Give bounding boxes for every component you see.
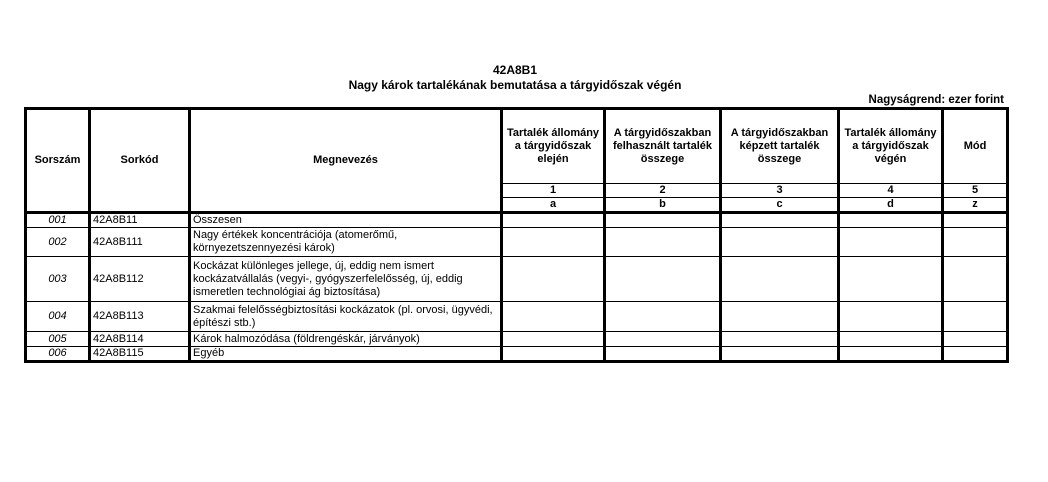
cell-col-z[interactable] — [943, 257, 1008, 302]
cell-col-z[interactable] — [943, 332, 1008, 347]
cell-col-z[interactable] — [943, 302, 1008, 332]
row-name: Egyéb — [190, 347, 502, 362]
cell-col-c[interactable] — [721, 302, 839, 332]
row-index: 006 — [26, 347, 90, 362]
row-index: 001 — [26, 213, 90, 228]
cell-col-a[interactable] — [502, 213, 605, 228]
cell-col-c[interactable] — [721, 213, 839, 228]
row-code: 42A8B11 — [90, 213, 190, 228]
cell-col-a[interactable] — [502, 347, 605, 362]
table-row — [26, 228, 1008, 257]
header-col-5: Mód — [943, 109, 1008, 184]
cell-col-b[interactable] — [605, 257, 721, 302]
row-index: 005 — [26, 332, 90, 347]
row-index: 003 — [26, 257, 90, 302]
row-name: Szakmai felelősségbiztosítási kockázatok (pl. orvosi, ügyvédi, építészi stb.) — [190, 302, 502, 332]
cell-col-b[interactable] — [605, 228, 721, 257]
row-name: Összesen — [190, 213, 502, 228]
cell-col-b[interactable] — [605, 347, 721, 362]
header-sorkod: Sorkód — [90, 109, 190, 213]
header-col-3: A tárgyidőszakban képzett tartalék összege — [721, 109, 839, 184]
row-code: 42A8B112 — [90, 257, 190, 302]
cell-col-z[interactable] — [943, 213, 1008, 228]
header-megnevezes: Megnevezés — [190, 109, 502, 213]
header-sorszam: Sorszám — [26, 109, 90, 213]
row-code: 42A8B113 — [90, 302, 190, 332]
cell-col-a[interactable] — [502, 257, 605, 302]
row-code: 42A8B115 — [90, 347, 190, 362]
cell-col-c[interactable] — [721, 257, 839, 302]
col-number-4: 4 — [839, 184, 943, 198]
col-number-1: 1 — [502, 184, 605, 198]
cell-col-c[interactable] — [721, 228, 839, 257]
header-col-2: A tárgyidőszakban felhasznált tartalék összege — [605, 109, 721, 184]
header-col-4: Tartalék állomány a tárgyidőszak végén — [839, 109, 943, 184]
cell-col-b[interactable] — [605, 302, 721, 332]
col-number-2: 2 — [605, 184, 721, 198]
cell-col-z[interactable] — [943, 347, 1008, 362]
row-name: Nagy értékek koncentrációja (atomerőmű, környezetszennyezési károk) — [190, 228, 502, 257]
table-row — [26, 213, 1008, 228]
cell-col-a[interactable] — [502, 332, 605, 347]
cell-col-d[interactable] — [839, 347, 943, 362]
unit-note: Nagyságrend: ezer forint — [868, 94, 1004, 106]
row-code: 42A8B111 — [90, 228, 190, 257]
col-number-5: 5 — [943, 184, 1008, 198]
cell-col-d[interactable] — [839, 257, 943, 302]
cell-col-b[interactable] — [605, 213, 721, 228]
col-letter-2: b — [605, 198, 721, 213]
cell-col-c[interactable] — [721, 332, 839, 347]
cell-col-z[interactable] — [943, 228, 1008, 257]
header-col-1: Tartalék állomány a tárgyidőszak elején — [502, 109, 605, 184]
cell-col-a[interactable] — [502, 302, 605, 332]
cell-col-d[interactable] — [839, 332, 943, 347]
cell-col-d[interactable] — [839, 213, 943, 228]
col-letter-4: d — [839, 198, 943, 213]
table-row — [26, 302, 1008, 332]
row-index: 004 — [26, 302, 90, 332]
cell-col-d[interactable] — [839, 302, 943, 332]
report-table — [24, 107, 1009, 363]
row-name: Kockázat különleges jellege, új, eddig nem ismert kockázatvállalás (vegyi-, gyógyszerfelelősség, új, eddig ismeretlen technológiai ág biztosítása) — [190, 257, 502, 302]
row-index: 002 — [26, 228, 90, 257]
cell-col-b[interactable] — [605, 332, 721, 347]
row-name: Károk halmozódása (földrengéskár, járványok) — [190, 332, 502, 347]
row-code: 42A8B114 — [90, 332, 190, 347]
table-code: 42A8B1 — [492, 63, 538, 77]
table-row — [26, 257, 1008, 302]
col-letter-1: a — [502, 198, 605, 213]
col-letter-3: c — [721, 198, 839, 213]
cell-col-d[interactable] — [839, 228, 943, 257]
col-letter-5: z — [943, 198, 1008, 213]
cell-col-a[interactable] — [502, 228, 605, 257]
col-number-3: 3 — [721, 184, 839, 198]
cell-col-c[interactable] — [721, 347, 839, 362]
table-row — [26, 332, 1008, 347]
page-title: Nagy károk tartalékának bemutatása a tárgyidőszak végén — [348, 78, 682, 92]
table-row — [26, 347, 1008, 362]
